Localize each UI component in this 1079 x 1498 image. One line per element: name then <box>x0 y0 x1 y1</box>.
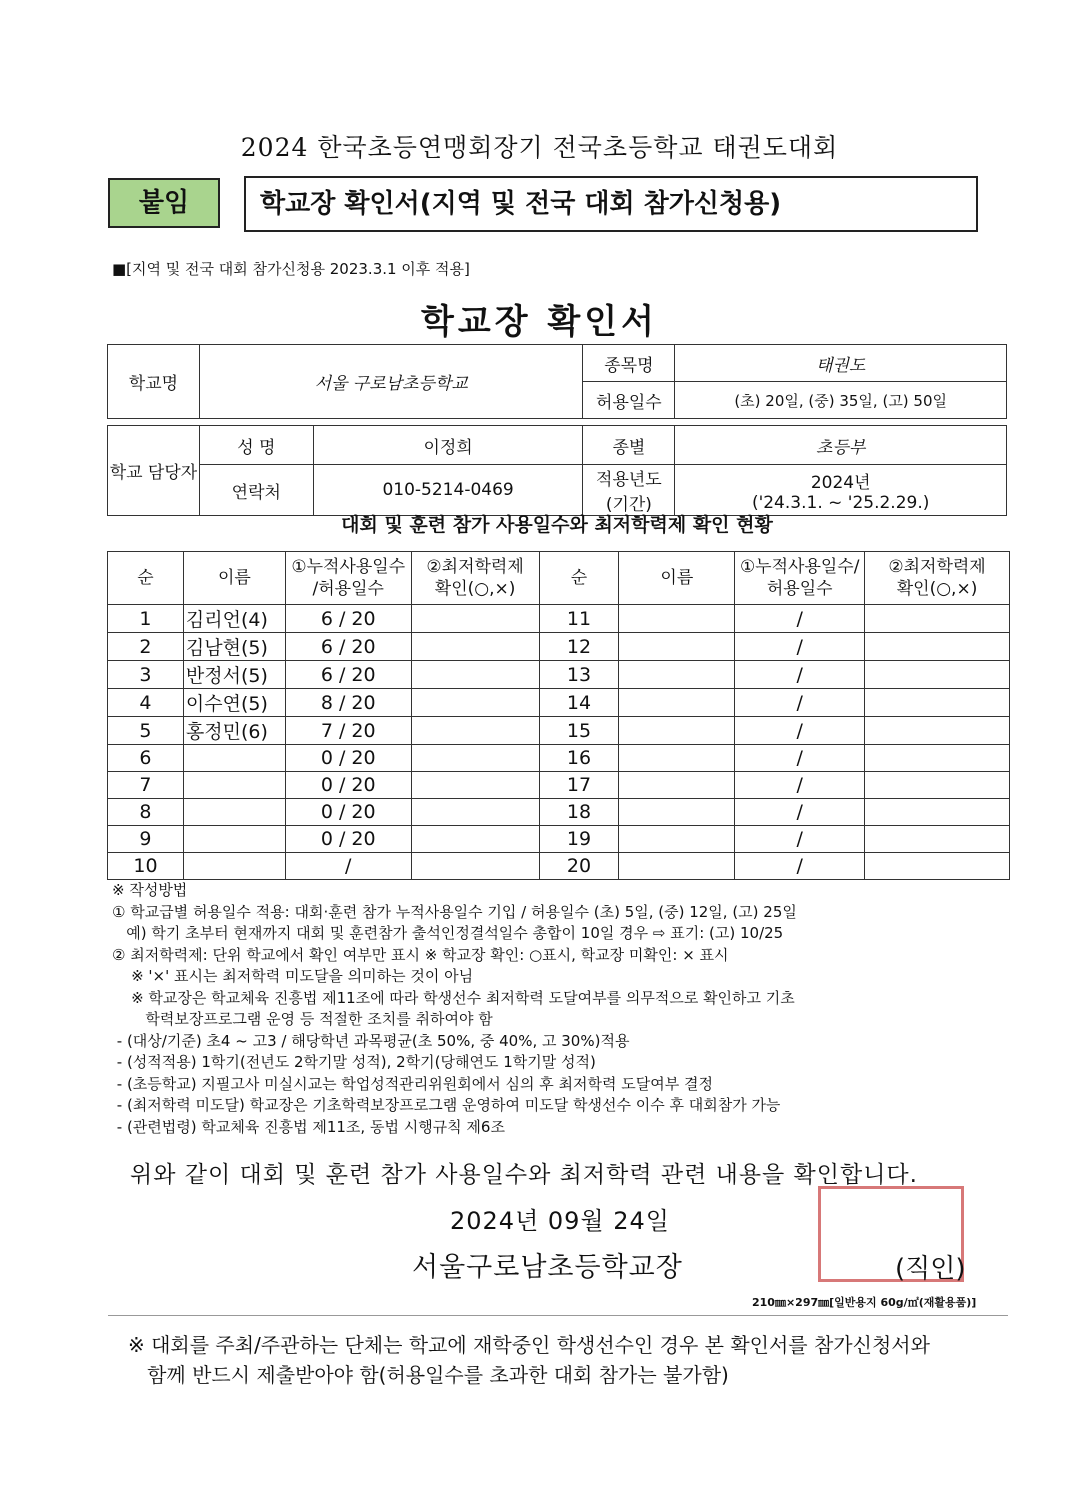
row-days-2: / <box>735 661 865 689</box>
sport-value: 태권도 <box>675 345 1007 382</box>
row-check <box>411 853 539 880</box>
row-check-2 <box>865 745 1010 772</box>
table-row <box>108 661 1010 689</box>
header-days <box>285 552 411 605</box>
row-no: 3 <box>108 661 184 689</box>
header-check <box>411 552 539 605</box>
bottom-note-line: ※ 대회를 주최/주관하는 단체는 학교에 재학중인 학생선수인 경우 본 확인서를 참가신청서와 <box>128 1333 930 1357</box>
usage-section-title: 대회 및 훈련 참가 사용일수와 최저학력제 확인 현황 <box>341 514 773 536</box>
row-check <box>411 717 539 745</box>
bottom-note <box>128 1330 1008 1390</box>
row-no: 1 <box>108 605 184 633</box>
row-no: 5 <box>108 717 184 745</box>
row-check-2 <box>865 799 1010 826</box>
row-name-2 <box>619 717 735 745</box>
row-name: 김남현(5) <box>183 633 285 661</box>
row-name <box>183 745 285 772</box>
manager-label: 학교 담당자 <box>108 426 200 516</box>
method-line: - (성적적용) 1학기(전년도 2학기말 성적), 2학기(당해연도 1학기말 성적) <box>112 1053 596 1071</box>
row-name <box>183 772 285 799</box>
header-check2-line1: ②최저학력제 <box>888 557 986 577</box>
row-days: 0 / 20 <box>285 799 411 826</box>
method-line: - (최저학력 미도달) 학교장은 기초학력보장프로그램 운영하여 미도달 학생선수 이수 후 대회참가 가능 <box>112 1096 781 1114</box>
header-check-line1: ②최저학력제 <box>426 557 524 577</box>
method-line: 학력보장프로그램 운영 등 적절한 조치를 취하여야 함 <box>112 1010 493 1028</box>
row-check-2 <box>865 826 1010 853</box>
row-name-2 <box>619 745 735 772</box>
row-days: 6 / 20 <box>285 661 411 689</box>
row-name <box>183 853 285 880</box>
method-line: - (관련법령) 학교체육 진흥법 제11조, 동법 시행규칙 제6조 <box>112 1117 505 1136</box>
row-no: 4 <box>108 689 184 717</box>
method-line: 예) 학기 초부터 현재까지 대회 및 훈련참가 출석인정결석일수 총합이 10일 경우 ⇨ 표기: (고) 10/25 <box>112 924 784 942</box>
participation-table <box>107 551 1010 880</box>
header-no-2: 순 <box>539 552 619 605</box>
name-label: 성 명 <box>199 426 313 465</box>
row-days: 0 / 20 <box>285 745 411 772</box>
row-no: 7 <box>108 772 184 799</box>
row-days: 7 / 20 <box>285 717 411 745</box>
allowed-days-value: (초) 20일, (중) 35일, (고) 50일 <box>675 382 1007 419</box>
page-title: 2024 한국초등연맹회장기 전국초등학교 태권도대회 <box>240 133 839 162</box>
row-no-2: 11 <box>539 605 619 633</box>
principal-name: 서울구로남초등학교장 <box>412 1252 683 1283</box>
row-name: 이수연(5) <box>183 689 285 717</box>
table-header-row <box>108 552 1010 605</box>
row-name-2 <box>619 689 735 717</box>
header-days-line1: ①누적사용일수 <box>291 557 406 577</box>
row-days-2: / <box>735 772 865 799</box>
row-check <box>411 661 539 689</box>
row-days: 6 / 20 <box>285 633 411 661</box>
row-no-2: 13 <box>539 661 619 689</box>
row-days-2: / <box>735 799 865 826</box>
row-days-2: / <box>735 689 865 717</box>
year-value: 2024년 <box>810 472 871 493</box>
method-line: - (초등학교) 지필고사 미실시교는 학업성적관리위원회에서 심의 후 최저학력 도달여부 결정 <box>112 1074 713 1093</box>
issue-date: 2024년 09월 24일 <box>450 1207 670 1235</box>
contact-label: 연락처 <box>199 465 313 516</box>
method-line: ※ '×' 표시는 최저학력 미도달을 의미하는 것이 아님 <box>112 967 474 985</box>
table-row <box>108 633 1010 661</box>
allowed-days-label: 허용일수 <box>583 382 675 419</box>
header-name-2: 이름 <box>619 552 735 605</box>
row-days-2: / <box>735 633 865 661</box>
school-info-table <box>107 344 1007 516</box>
row-days: 6 / 20 <box>285 605 411 633</box>
sport-label: 종목명 <box>583 345 675 382</box>
row-days-2: / <box>735 605 865 633</box>
row-name <box>183 799 285 826</box>
table-row <box>108 689 1010 717</box>
table-row <box>108 717 1010 745</box>
row-days-2: / <box>735 717 865 745</box>
row-no-2: 14 <box>539 689 619 717</box>
row-name-2 <box>619 661 735 689</box>
writing-method-notes <box>112 880 1012 1138</box>
row-name <box>183 826 285 853</box>
row-name: 반정서(5) <box>183 661 285 689</box>
row-name: 김리언(4) <box>183 605 285 633</box>
table-row <box>108 826 1010 853</box>
row-name-2 <box>619 853 735 880</box>
method-line: ※ 작성방법 <box>112 881 188 899</box>
header-days2-line2: 허용일수 <box>766 579 833 599</box>
row-name-2 <box>619 772 735 799</box>
method-line: ※ 학교장은 학교체육 진흥법 제11조에 따라 학생선수 최저학력 도달여부를 의무적으로 확인하고 기초 <box>112 988 795 1007</box>
row-check <box>411 633 539 661</box>
row-days-2: / <box>735 826 865 853</box>
row-no-2: 18 <box>539 799 619 826</box>
row-check-2 <box>865 717 1010 745</box>
row-name-2 <box>619 799 735 826</box>
contact-value: 010-5214-0469 <box>313 465 583 516</box>
attachment-badge: 붙임 <box>108 178 220 228</box>
row-no: 6 <box>108 745 184 772</box>
table-row <box>108 799 1010 826</box>
row-days-2: / <box>735 853 865 880</box>
header-days-line2: /허용일수 <box>312 579 384 599</box>
row-no: 9 <box>108 826 184 853</box>
row-no-2: 15 <box>539 717 619 745</box>
school-name-value: 서울 구로남초등학교 <box>199 345 583 419</box>
row-check <box>411 689 539 717</box>
row-days-2: / <box>735 745 865 772</box>
row-no: 10 <box>108 853 184 880</box>
table-row <box>108 745 1010 772</box>
row-no: 8 <box>108 799 184 826</box>
year-label: 적용년도 (기간) <box>583 465 675 516</box>
row-check <box>411 745 539 772</box>
paper-spec: 210㎜×297㎜[일반용지 60g/㎡(재활용품)] <box>752 1296 977 1309</box>
row-check-2 <box>865 633 1010 661</box>
header-check-2 <box>865 552 1010 605</box>
document-title-box: 학교장 확인서(지역 및 전국 대회 참가신청용) <box>244 176 978 232</box>
row-no-2: 12 <box>539 633 619 661</box>
row-no-2: 16 <box>539 745 619 772</box>
row-no-2: 17 <box>539 772 619 799</box>
applicability-note: ■[지역 및 전국 대회 참가신청용 2023.3.1 이후 적용] <box>112 260 470 278</box>
header-days2-line1: ①누적사용일수/ <box>739 557 860 577</box>
row-no-2: 19 <box>539 826 619 853</box>
row-check-2 <box>865 772 1010 799</box>
row-check <box>411 605 539 633</box>
year-cell <box>675 465 1007 516</box>
table-row <box>108 605 1010 633</box>
row-days: 0 / 20 <box>285 772 411 799</box>
row-days: 8 / 20 <box>285 689 411 717</box>
row-check-2 <box>865 853 1010 880</box>
name-value: 이정희 <box>313 426 583 465</box>
row-name-2 <box>619 605 735 633</box>
row-name-2 <box>619 826 735 853</box>
school-name-label: 학교명 <box>108 345 200 419</box>
row-check-2 <box>865 661 1010 689</box>
header-check-line2: 확인(○,×) <box>434 579 516 599</box>
row-check <box>411 799 539 826</box>
header-name: 이름 <box>183 552 285 605</box>
row-no: 2 <box>108 633 184 661</box>
table-row <box>108 772 1010 799</box>
row-check <box>411 826 539 853</box>
confirmation-statement: 위와 같이 대회 및 훈련 참가 사용일수와 최저학력 관련 내용을 확인합니다. <box>130 1162 918 1188</box>
category-label: 종별 <box>583 426 675 465</box>
header-check2-line2: 확인(○,×) <box>896 579 978 599</box>
seal-label: (직인) <box>895 1254 966 1284</box>
method-line: - (대상/기준) 초4 ~ 고3 / 해당학년 과목평균(초 50%, 중 40%, 고 30%)적용 <box>112 1031 630 1050</box>
row-check <box>411 772 539 799</box>
row-check-2 <box>865 689 1010 717</box>
divider <box>108 1315 1008 1316</box>
method-line: ① 학교급별 허용일수 적용: 대회·훈련 참가 누적사용일수 기입 / 허용일수 (초) 5일, (중) 12일, (고) 25일 <box>112 902 797 921</box>
header-no: 순 <box>108 552 184 605</box>
row-name-2 <box>619 633 735 661</box>
row-days: / <box>285 853 411 880</box>
category-value: 초등부 <box>675 426 1007 465</box>
header-days-2 <box>735 552 865 605</box>
certificate-title: 학교장 확인서 <box>421 302 658 342</box>
bottom-note-line: 함께 반드시 제출받아야 함(허용일수를 초과한 대회 참가는 불가함) <box>128 1363 729 1387</box>
row-days: 0 / 20 <box>285 826 411 853</box>
row-check-2 <box>865 605 1010 633</box>
method-line: ② 최저학력제: 단위 학교에서 확인 여부만 표시 ※ 학교장 확인: ○표시, 학교장 미확인: × 표시 <box>112 945 729 964</box>
table-row <box>108 853 1010 880</box>
row-no-2: 20 <box>539 853 619 880</box>
row-name: 홍정민(6) <box>183 717 285 745</box>
period-value: ('24.3.1. ~ '25.2.29.) <box>751 492 930 513</box>
